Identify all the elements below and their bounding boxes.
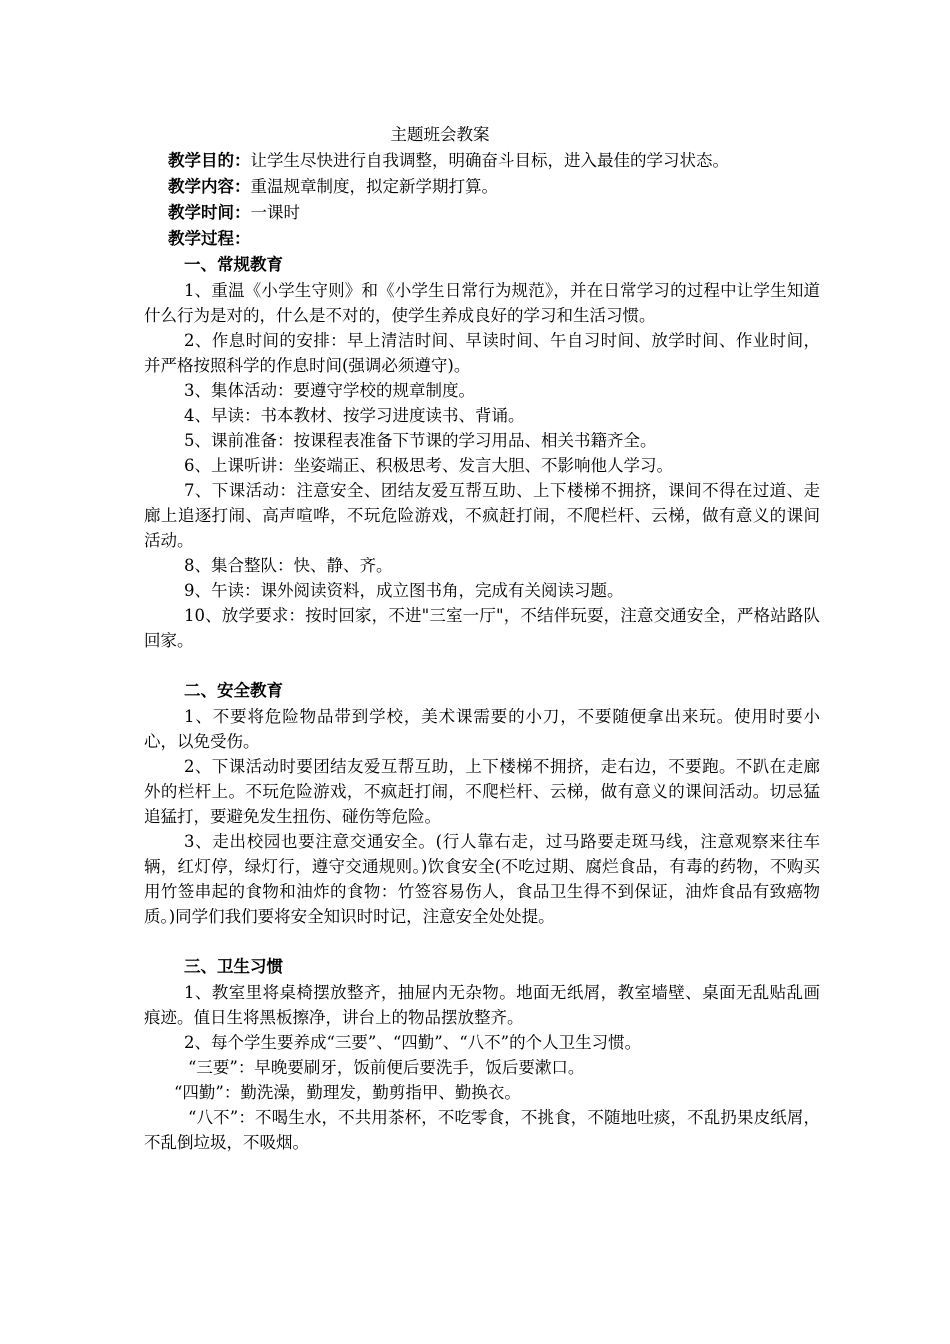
paragraph: “三要”：早晚要刷牙，饭前便后要洗手，饭后要漱口。 [188,1058,585,1077]
blank-line [144,929,820,954]
paragraph: 5、课前准备：按课程表准备下节课的学习用品、相关书籍齐全。 [184,431,657,450]
paragraph: 1、重温《小学生守则》和《小学生日常行为规范》，并在日常学习的过程中让学生知道什么行为是对的，什么是不对的，使学生养成良好的学习和生活习惯。 [144,281,820,325]
section-heading: 一、常规教育 [184,255,283,274]
paragraph: 1、不要将危险物品带到学校，美术课需要的小刀，不要随便拿出来玩。使用时要小心，以免受伤。 [144,707,820,751]
meta-value: 让学生尽快进行自我调整，明确奋斗目标，进入最佳的学习状态。 [250,151,729,170]
document-title: 主题班会教案 [390,125,490,144]
paragraph: 7、下课活动：注意安全、团结友爱互帮互助、上下楼梯不拥挤，课间不得在过道、走廊上追逐打闹、高声喧哗，不玩危险游戏，不疯赶打闹，不爬栏杆、云梯，做有意义的课间活动。 [144,481,820,550]
blank-line [144,653,820,678]
meta-label: 教学过程： [168,229,251,248]
paragraph: 9、午读：课外阅读资料，成立图书角，完成有关阅读习题。 [184,581,624,600]
meta-label: 教学时间： [168,203,251,222]
meta-time [144,200,820,226]
document-body [144,122,820,1155]
meta-value: 重温规章制度，拟定新学期打算。 [250,177,498,196]
meta-content [144,174,820,200]
meta-process [144,226,820,252]
paragraph: 1、教室里将桌椅摆放整齐，抽屉内无杂物。地面无纸屑，教室墙壁、桌面无乱贴乱画痕迹。值日生将黑板擦净，讲台上的物品摆放整齐。 [144,983,820,1027]
meta-value: 一课时 [250,203,300,222]
meta-purpose [144,148,820,174]
section-heading: 三、卫生习惯 [184,957,283,976]
paragraph: 6、上课听讲：坐姿端正、积极思考、发言大胆、不影响他人学习。 [184,456,673,475]
paragraph: 2、每个学生要养成“三要”、“四勤”、“八不”的个人卫生习惯。 [184,1033,642,1052]
paragraph: 2、作息时间的安排：早上清洁时间、早读时间、午自习时间、放学时间、作业时间，并严格按照科学的作息时间(强调必须遵守)。 [144,331,820,375]
section-heading: 二、安全教育 [184,681,283,700]
paragraph: 2、下课活动时要团结友爱互帮互助，上下楼梯不拥挤，走右边，不要跑。不趴在走廊外的栏杆上。不玩危险游戏，不疯赶打闹，不爬栏杆、云梯，做有意义的课间活动。切忌猛追猛打，要避免发生扭伤、碰伤等危险。 [144,757,820,826]
paragraph: 3、集体活动：要遵守学校的规章制度。 [184,381,475,400]
paragraph: 4、早读：书本教材、按学习进度读书、背诵。 [184,406,525,425]
meta-label: 教学内容： [168,177,251,196]
meta-label: 教学目的： [168,151,251,170]
paragraph: “八不”：不喝生水，不共用茶杯，不吃零食，不挑食，不随地吐痰，不乱扔果皮纸屑，不乱倒垃圾，不吸烟。 [144,1108,820,1152]
paragraph: 8、集合整队：快、静、齐。 [184,556,393,575]
paragraph: “四勤”：勤洗澡，勤理发，勤剪指甲、勤换衣。 [174,1083,521,1102]
paragraph: 3、走出校园也要注意交通安全。(行人靠右走，过马路要走斑马线，注意观察来往车辆，红灯停，绿灯行，遵守交通规则。)饮食安全(不吃过期、腐烂食品，有毒的药物，不购买用竹签串起的食物和油炸的食物：竹签容易伤人，食品卫生得不到保证，油炸食品有致癌物质。)同学们我们要将安全知识时时记，注意安全处处提。 [144,832,820,926]
paragraph: 10、放学要求：按时回家，不进"三室一厅"，不结伴玩耍，注意交通安全，严格站路队回家。 [144,606,820,650]
